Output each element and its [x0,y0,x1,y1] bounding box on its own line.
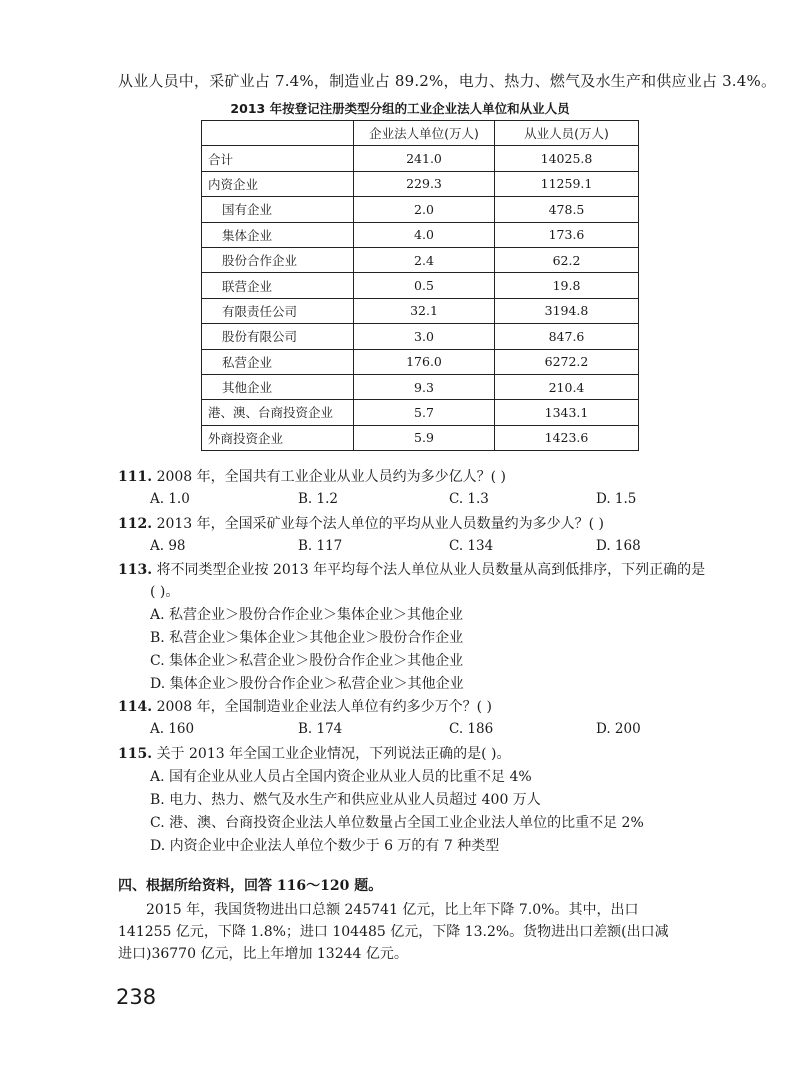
table-row [202,349,639,374]
question-113-continuation: ( )。 [150,584,180,600]
employees-cell: 1423.6 [495,425,639,450]
question-number: 111. [118,469,153,485]
option-b[interactable]: B. 174 [298,721,343,737]
employees-cell: 6272.2 [495,349,639,374]
data-table [201,120,639,451]
option-c[interactable]: C. 港、澳、台商投资企业法人单位数量占全国工业企业法人单位的比重不足 2% [150,815,644,831]
table-row [202,273,639,298]
table-row [202,222,639,247]
employees-cell: 1343.1 [495,400,639,425]
row-label: 股份有限公司 [202,324,354,349]
section-heading: 四、根据所给资料，回答 116～120 题。 [118,878,383,894]
row-label: 合计 [202,146,354,171]
row-label: 国有企业 [202,197,354,222]
table-row [202,400,639,425]
option-d[interactable]: D. 1.5 [596,491,637,507]
employees-cell: 478.5 [495,197,639,222]
option-a[interactable]: A. 1.0 [150,491,190,507]
row-label: 股份合作企业 [202,247,354,272]
option-b[interactable]: B. 电力、热力、燃气及水生产和供应业从业人员超过 400 万人 [150,792,541,808]
units-cell: 9.3 [354,374,495,399]
units-cell: 176.0 [354,349,495,374]
table-row [202,197,639,222]
option-a[interactable]: A. 私营企业＞股份合作企业＞集体企业＞其他企业 [150,607,464,623]
option-c[interactable]: C. 集体企业＞私营企业＞股份合作企业＞其他企业 [150,653,464,669]
table-header-row [202,121,639,146]
intro-text: 从业人员中，采矿业占 7.4%，制造业占 89.2%，电力、热力、燃气及水生产和供应业占 3.4%。 [118,72,777,90]
table-row [202,298,639,323]
question-114 [118,696,492,716]
option-a[interactable]: A. 国有企业从业人员占全国内资企业从业人员的比重不足 4% [150,769,532,785]
row-label: 联营企业 [202,273,354,298]
question-text: 关于 2013 年全国工业企业情况，下列说法正确的是( )。 [156,746,511,762]
row-label: 其他企业 [202,374,354,399]
table-row [202,374,639,399]
option-c[interactable]: C. 1.3 [449,491,489,507]
question-111 [118,466,506,486]
option-a[interactable]: A. 160 [150,721,195,737]
option-d[interactable]: D. 集体企业＞股份合作企业＞私营企业＞其他企业 [150,676,464,692]
question-text: 2013 年，全国采矿业每个法人单位的平均从业人员数量约为多少人？( ) [156,516,605,532]
question-113 [118,559,705,579]
question-115 [118,743,510,763]
option-c[interactable]: C. 134 [449,538,494,554]
employees-cell: 173.6 [495,222,639,247]
question-number: 113. [118,562,153,578]
option-a[interactable]: A. 98 [150,538,186,554]
employees-cell: 19.8 [495,273,639,298]
row-label: 港、澳、台商投资企业 [202,400,354,425]
units-cell: 5.9 [354,425,495,450]
units-cell: 5.7 [354,400,495,425]
page-number: 238 [116,985,157,1009]
table-row [202,324,639,349]
row-label: 内资企业 [202,171,354,196]
employees-cell: 11259.1 [495,171,639,196]
employees-cell: 847.6 [495,324,639,349]
employees-cell: 210.4 [495,374,639,399]
table-row [202,146,639,171]
row-label: 私营企业 [202,349,354,374]
row-label: 外商投资企业 [202,425,354,450]
units-cell: 2.0 [354,197,495,222]
question-number: 115. [118,746,153,762]
table-title: 2013 年按登记注册类型分组的工业企业法人单位和从业人员 [230,101,570,116]
question-number: 114. [118,699,153,715]
table-row [202,425,639,450]
employees-cell: 14025.8 [495,146,639,171]
table-row [202,247,639,272]
table-header-cell [202,121,354,146]
table-row [202,171,639,196]
units-cell: 32.1 [354,298,495,323]
units-cell: 4.0 [354,222,495,247]
option-c[interactable]: C. 186 [449,721,494,737]
units-cell: 229.3 [354,171,495,196]
employees-cell: 3194.8 [495,298,639,323]
option-b[interactable]: B. 117 [298,538,343,554]
option-d[interactable]: D. 200 [596,721,641,737]
units-cell: 2.4 [354,247,495,272]
question-112 [118,513,604,533]
option-b[interactable]: B. 1.2 [298,491,338,507]
question-number: 112. [118,516,153,532]
units-cell: 241.0 [354,146,495,171]
question-text: 2008 年，全国制造业企业法人单位有约多少万个？( ) [156,699,493,715]
option-b[interactable]: B. 私营企业＞集体企业＞其他企业＞股份合作企业 [150,630,464,646]
option-d[interactable]: D. 168 [596,538,641,554]
table-header-cell: 从业人员(万人) [495,121,639,146]
units-cell: 3.0 [354,324,495,349]
passage-paragraph: 2015 年，我国货物进出口总额 245741 亿元，比上年下降 7.0%。其中，出口 141255 亿元，下降 1.8%；进口 104485 亿元，下降 13.2%。货物进出口差额(出口减进口)36770 亿元，比上年增加 13244 亿元。 [118,902,669,962]
employees-cell: 62.2 [495,247,639,272]
table-header-cell: 企业法人单位(万人) [354,121,495,146]
question-text: 将不同类型企业按 2013 年平均每个法人单位从业人员数量从高到低排序，下列正确的是 [156,562,706,578]
units-cell: 0.5 [354,273,495,298]
row-label: 有限责任公司 [202,298,354,323]
question-text: 2008 年，全国共有工业企业从业人员约为多少亿人？( ) [156,469,507,485]
row-label: 集体企业 [202,222,354,247]
option-d[interactable]: D. 内资企业中企业法人单位个数少于 6 万的有 7 种类型 [150,838,500,854]
